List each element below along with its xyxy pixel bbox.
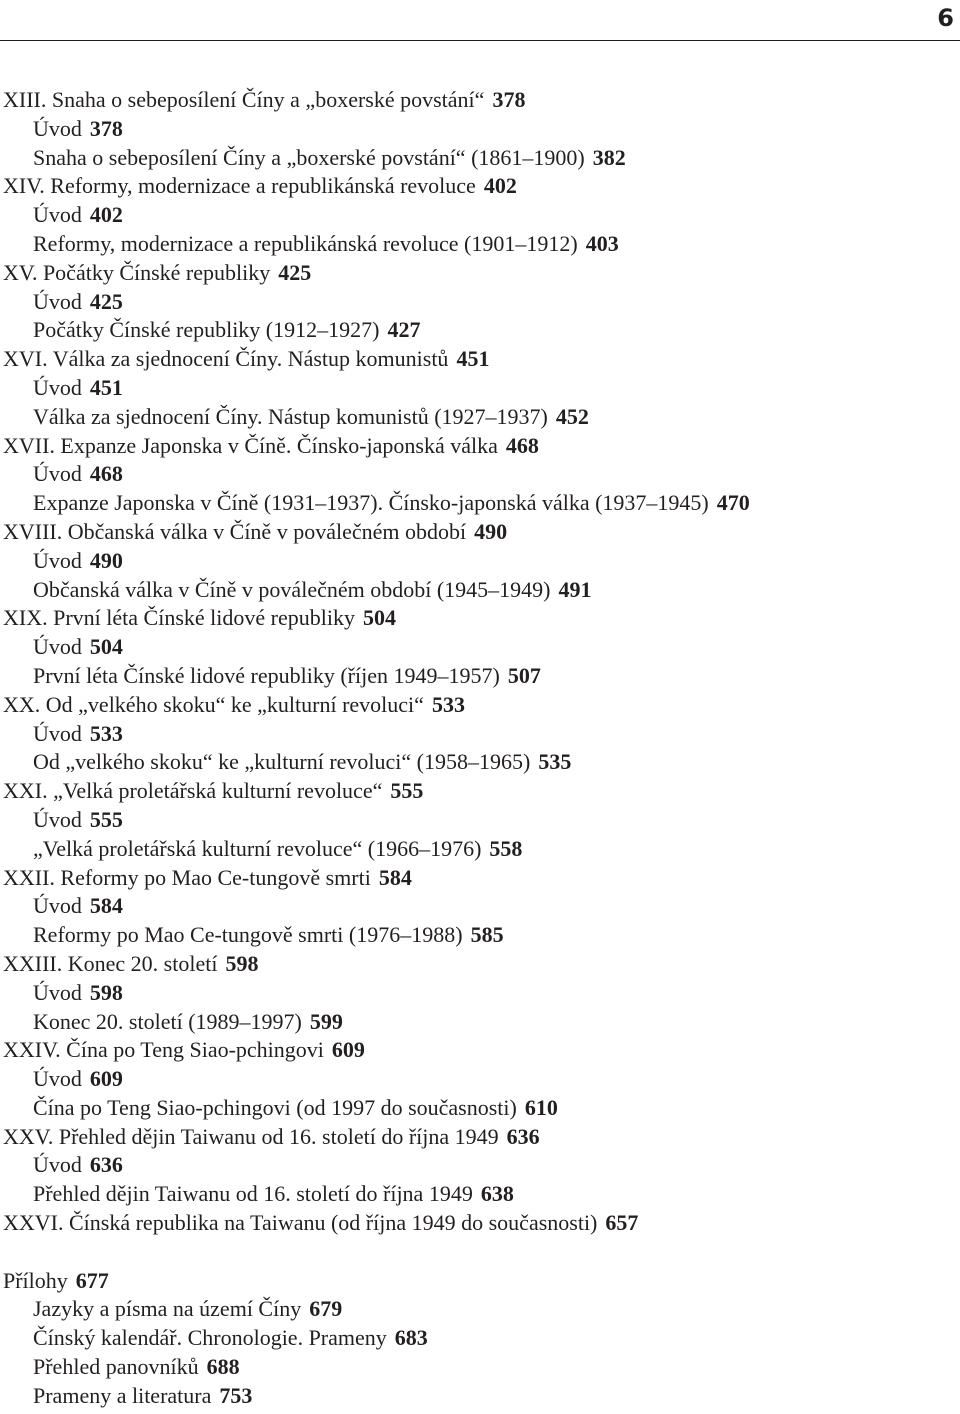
toc-page-number: 636 [506,1123,540,1149]
toc-entry-title: XXV. Přehled dějin Taiwanu od 16. století do října 1949 [3,1123,499,1149]
toc-entry-title: Úvod [33,1066,82,1092]
toc-subentry [3,144,953,173]
toc-chapter-entry [3,1123,953,1152]
toc-subentry [3,720,953,749]
toc-page-number: 504 [89,634,123,660]
toc-entry-title: Přehled dějin Taiwanu od 16. století do října 1949 [33,1181,473,1207]
toc-subentry [3,748,953,777]
toc-subentry [3,201,953,230]
toc-subentry [3,1295,953,1324]
toc-subentry [3,892,953,921]
toc-entry-title: Úvod [33,115,82,141]
toc-page-number: 609 [331,1037,365,1063]
toc-subentry [3,1151,953,1180]
toc-subentry [3,835,953,864]
toc-entry-title: XIV. Reformy, modernizace a republikánská revoluce [3,173,476,199]
toc-entry-title: XVII. Expanze Japonska v Číně. Čínsko-japonská válka [3,432,498,458]
toc-entry-title: XVIII. Občanská válka v Číně v poválečném období [3,518,467,544]
toc-entry-title: Přílohy [3,1267,68,1293]
toc-entry-title: Snaha o sebeposílení Číny a „boxerské povstání“ (1861–1900) [33,144,585,170]
toc-page-number: 535 [538,749,572,775]
toc-page-number: 610 [524,1094,558,1120]
toc-subentry [3,374,953,403]
toc-subentry [3,1180,953,1209]
toc-subentry [3,979,953,1008]
toc-entry-title: XIII. Snaha o sebeposílení Číny a „boxerské povstání“ [3,87,485,112]
toc-entry-title: Úvod [33,374,82,400]
toc-entry-title: XX. Od „velkého skoku“ ke „kulturní revoluci“ [3,691,424,717]
toc-chapter-entry [3,691,953,720]
toc-entry-title: Občanská válka v Číně v poválečném období (1945–1949) [33,576,551,602]
toc-page-number: 468 [505,432,539,458]
toc-subentry [3,547,953,576]
toc-subentry [3,1353,953,1382]
toc-subentry [3,1065,953,1094]
toc-entry-title: Od „velkého skoku“ ke „kulturní revoluci“ (1958–1965) [33,749,531,775]
toc-subentry [3,316,953,345]
toc-chapter-entry [3,86,953,115]
toc-page-number: 598 [225,950,259,976]
toc-chapter-entry [3,1036,953,1065]
toc-chapter-entry [3,172,953,201]
toc-entry-title: XXI. „Velká proletářská kulturní revoluce“ [3,778,383,804]
table-of-contents [3,86,953,1411]
toc-subentry [3,1382,953,1411]
toc-page-number: 598 [89,979,123,1005]
toc-page-number: 427 [387,317,421,343]
toc-chapter-entry [3,345,953,374]
toc-page-number: 584 [378,864,412,890]
toc-page-number: 451 [456,346,490,372]
toc-subentry [3,633,953,662]
header-rule [0,40,960,41]
toc-subentry [3,921,953,950]
toc-page-number: 382 [592,144,626,170]
toc-page-number: 378 [89,115,123,141]
page-number: 6 [937,4,954,32]
toc-page-number: 491 [558,576,592,602]
toc-page-number: 425 [89,288,123,314]
toc-entry-title: Úvod [33,634,82,660]
toc-page-number: 677 [75,1267,109,1293]
toc-entry-title: Jazyky a písma na území Číny [33,1296,302,1322]
toc-entry-title: Úvod [33,202,82,228]
toc-page-number: 425 [278,259,312,285]
toc-subentry [3,576,953,605]
toc-page-number: 683 [394,1325,428,1351]
toc-entry-title: Expanze Japonska v Číně (1931–1937). Čínsko-japonská válka (1937–1945) [33,490,709,516]
toc-entry-title: Přehled panovníků [33,1354,199,1380]
toc-page-number: 452 [555,403,589,429]
toc-subentry [3,288,953,317]
toc-chapter-entry [3,777,953,806]
toc-page-number: 533 [431,691,465,717]
toc-page-number: 584 [89,893,123,919]
page-header [0,0,960,45]
toc-page-number: 638 [480,1181,514,1207]
toc-chapter-entry [3,1267,953,1296]
toc-entry-title: XVI. Válka za sjednocení Číny. Nástup komunistů [3,346,449,372]
toc-entry-title: „Velká proletářská kulturní revoluce“ (1966–1976) [33,835,482,861]
toc-page-number: 470 [716,490,750,516]
toc-entry-title: Čínský kalendář. Chronologie. Prameny [33,1325,387,1351]
toc-entry-title: Počátky Čínské republiky (1912–1927) [33,317,380,343]
toc-page-number: 679 [309,1296,343,1322]
toc-subentry [3,1008,953,1037]
toc-entry-title: XV. Počátky Čínské republiky [3,259,271,285]
toc-page-number: 403 [585,230,619,256]
toc-subentry [3,403,953,432]
toc-page-number: 555 [390,778,424,804]
toc-page-number: 688 [206,1354,240,1380]
toc-subentry [3,662,953,691]
toc-chapter-entry [3,518,953,547]
toc-entry-title: Prameny a literatura [33,1382,212,1408]
toc-entry-title: XIX. První léta Čínské lidové republiky [3,605,355,631]
toc-chapter-entry [3,950,953,979]
toc-page-number: 507 [507,662,541,688]
toc-page-number: 609 [89,1066,123,1092]
toc-subentry [3,1094,953,1123]
toc-entry-title: Úvod [33,806,82,832]
toc-entry-title: XXII. Reformy po Mao Ce-tungově smrti [3,864,371,890]
toc-page-number: 753 [219,1382,253,1408]
toc-page-number: 599 [309,1008,343,1034]
toc-page-number: 636 [89,1152,123,1178]
toc-page-number: 657 [605,1210,639,1236]
toc-entry-title: Úvod [33,547,82,573]
toc-page-number: 555 [89,806,123,832]
toc-entry-title: První léta Čínské lidové republiky (říjen 1949–1957) [33,662,500,688]
toc-page-number: 402 [483,173,517,199]
toc-entry-title: XXIII. Konec 20. století [3,950,218,976]
toc-entry-title: Čína po Teng Siao-pchingovi (od 1997 do současnosti) [33,1094,517,1120]
toc-chapter-entry [3,864,953,893]
toc-page-number: 451 [89,374,123,400]
toc-subentry [3,489,953,518]
toc-chapter-entry [3,604,953,633]
toc-entry-title: XXVI. Čínská republika na Taiwanu (od října 1949 do současnosti) [3,1210,598,1236]
toc-subentry [3,230,953,259]
toc-page-number: 504 [362,605,396,631]
toc-page-number: 533 [89,720,123,746]
toc-entry-title: Úvod [33,979,82,1005]
toc-subentry [3,806,953,835]
toc-page-number: 468 [89,461,123,487]
toc-page-number: 378 [492,87,526,112]
toc-page-number: 490 [89,547,123,573]
toc-page-number: 402 [89,202,123,228]
toc-entry-title: Úvod [33,720,82,746]
toc-entry-title: Úvod [33,893,82,919]
toc-page-number: 585 [470,922,504,948]
toc-entry-title: Úvod [33,461,82,487]
toc-subentry [3,1324,953,1353]
toc-entry-title: Reformy, modernizace a republikánská revoluce (1901–1912) [33,230,578,256]
toc-chapter-entry [3,1209,953,1238]
toc-chapter-entry [3,432,953,461]
toc-entry-title: Konec 20. století (1989–1997) [33,1008,302,1034]
toc-entry-title: Úvod [33,288,82,314]
toc-entry-title: Válka za sjednocení Číny. Nástup komunistů (1927–1937) [33,403,548,429]
toc-chapter-entry [3,259,953,288]
toc-entry-title: Reformy po Mao Ce-tungově smrti (1976–1988) [33,922,463,948]
toc-page-number: 490 [474,518,508,544]
toc-subentry [3,115,953,144]
toc-page-number: 558 [489,835,523,861]
toc-entry-title: Úvod [33,1152,82,1178]
toc-entry-title: XXIV. Čína po Teng Siao-pchingovi [3,1037,324,1063]
toc-subentry [3,460,953,489]
